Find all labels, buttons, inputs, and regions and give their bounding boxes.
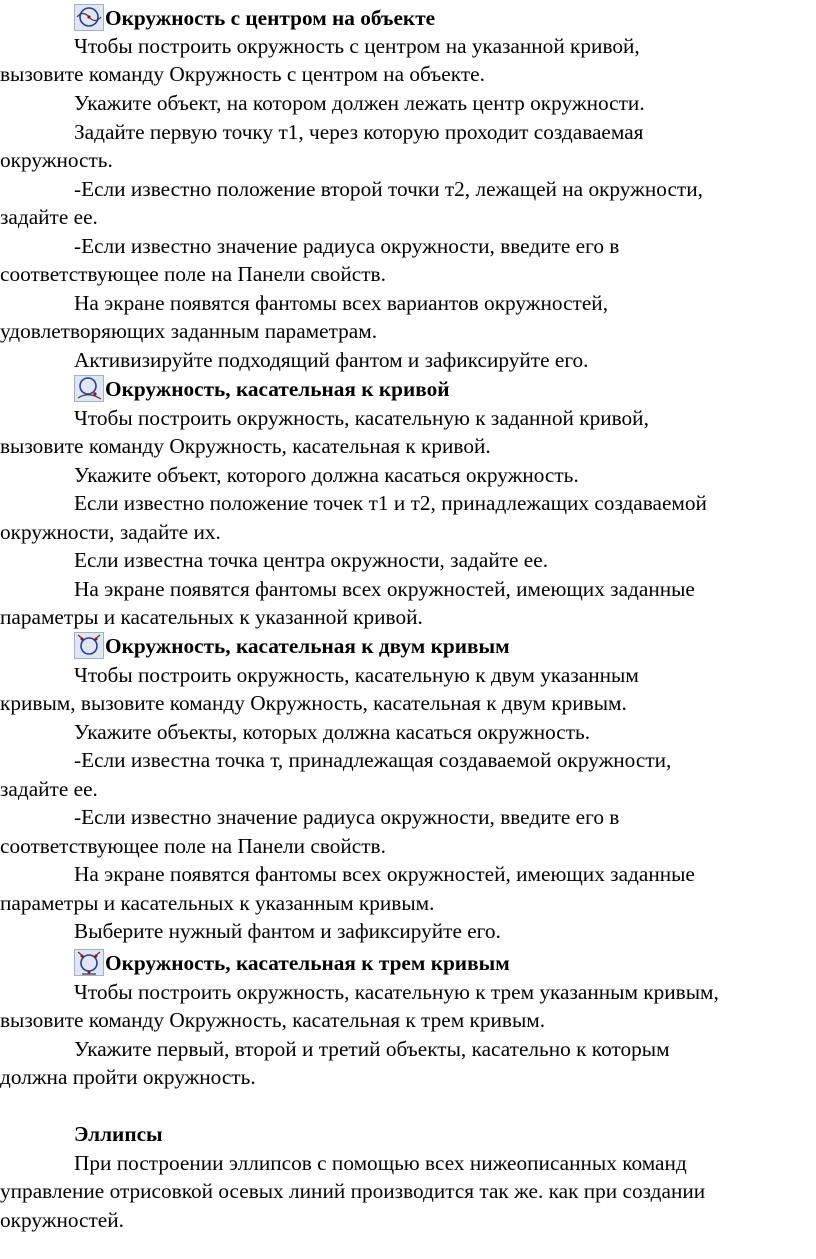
paragraph-line: вызовите команду Окружность, касательная к трем кривым. xyxy=(0,1008,546,1032)
section-heading-ellipses: Эллипсы xyxy=(74,1122,163,1146)
circle-tangent-to-two-curves-icon xyxy=(74,632,104,659)
paragraph-line: На экране появятся фантомы всех окружностей, имеющих заданные xyxy=(74,577,695,601)
section-title: Окружность, касательная к кривой xyxy=(105,377,450,401)
section-title: Окружность с центром на объекте xyxy=(105,6,436,30)
paragraph-line: -Если известна точка т, принадлежащая создаваемой окружности, xyxy=(74,748,672,772)
paragraph-line: окружностей. xyxy=(0,1208,124,1232)
paragraph-line: Чтобы построить окружность, касательную к заданной кривой, xyxy=(74,406,649,430)
paragraph-line: Чтобы построить окружность, касательную к двум указанным xyxy=(74,663,639,687)
paragraph-line: параметры и касательных к указанным кривым. xyxy=(0,891,435,915)
section-heading-circle-tangent-to-two-curves xyxy=(74,632,510,661)
paragraph-line: Укажите объект, на котором должен лежать центр окружности. xyxy=(74,91,645,115)
paragraph-line: вызовите команду Окружность с центром на объекте. xyxy=(0,62,485,86)
paragraph-line: Активизируйте подходящий фантом и зафиксируйте его. xyxy=(74,348,589,372)
paragraph-line: вызовите команду Окружность, касательная к кривой. xyxy=(0,434,491,458)
circle-tangent-to-three-curves-icon xyxy=(74,949,104,976)
paragraph-line: Чтобы построить окружность, касательную к трем указанным кривым, xyxy=(74,980,719,1004)
paragraph-line: параметры и касательных к указанной кривой. xyxy=(0,605,423,629)
circle-tangent-to-curve-icon xyxy=(74,375,104,402)
section-heading-circle-center-on-object xyxy=(74,4,435,33)
paragraph-line: соответствующее поле на Панели свойств. xyxy=(0,262,386,286)
section-title: Окружность, касательная к трем кривым xyxy=(105,951,510,975)
paragraph-line: соответствующее поле на Панели свойств. xyxy=(0,834,386,858)
paragraph-line: -Если известно значение радиуса окружности, введите его в xyxy=(74,805,620,829)
paragraph-line: задайте ее. xyxy=(0,205,98,229)
paragraph-line: Задайте первую точку т1, через которую проходит создаваемая xyxy=(74,120,644,144)
paragraph-line: Укажите объекты, которых должна касаться окружность. xyxy=(74,720,591,744)
section-title: Окружность, касательная к двум кривым xyxy=(105,634,510,658)
circle-center-on-object-icon xyxy=(74,4,104,31)
paragraph-line: -Если известно значение радиуса окружности, введите его в xyxy=(74,234,620,258)
paragraph-line: Выберите нужный фантом и зафиксируйте его. xyxy=(74,919,501,943)
section-heading-circle-tangent-to-curve xyxy=(74,375,450,404)
paragraph-line: Если известна точка центра окружности, задайте ее. xyxy=(74,548,549,572)
paragraph-line: На экране появятся фантомы всех вариантов окружностей, xyxy=(74,291,609,315)
paragraph-line: При построении эллипсов с помощью всех нижеописанных команд xyxy=(74,1151,687,1175)
paragraph-line: управление отрисовкой осевых линий производится так же. как при создании xyxy=(0,1179,706,1203)
paragraph-line: окружность. xyxy=(0,148,113,172)
paragraph-line: На экране появятся фантомы всех окружностей, имеющих заданные xyxy=(74,862,695,886)
paragraph-line: Чтобы построить окружность с центром на указанной кривой, xyxy=(74,34,640,58)
paragraph-line: Если известно положение точек т1 и т2, принадлежащих создаваемой xyxy=(74,491,707,515)
paragraph-line: окружности, задайте их. xyxy=(0,520,221,544)
paragraph-line: Укажите первый, второй и третий объекты, касательно к которым xyxy=(74,1037,670,1061)
paragraph-line: должна пройти окружность. xyxy=(0,1065,256,1089)
paragraph-line: кривым, вызовите команду Окружность, касательная к двум кривым. xyxy=(0,691,627,715)
paragraph-line: -Если известно положение второй точки т2, лежащей на окружности, xyxy=(74,177,703,201)
section-heading-circle-tangent-to-three-curves xyxy=(74,949,510,978)
paragraph-line: Укажите объект, которого должна касаться окружность. xyxy=(74,463,579,487)
paragraph-line: удовлетворяющих заданным параметрам. xyxy=(0,319,378,343)
paragraph-line: задайте ее. xyxy=(0,777,98,801)
